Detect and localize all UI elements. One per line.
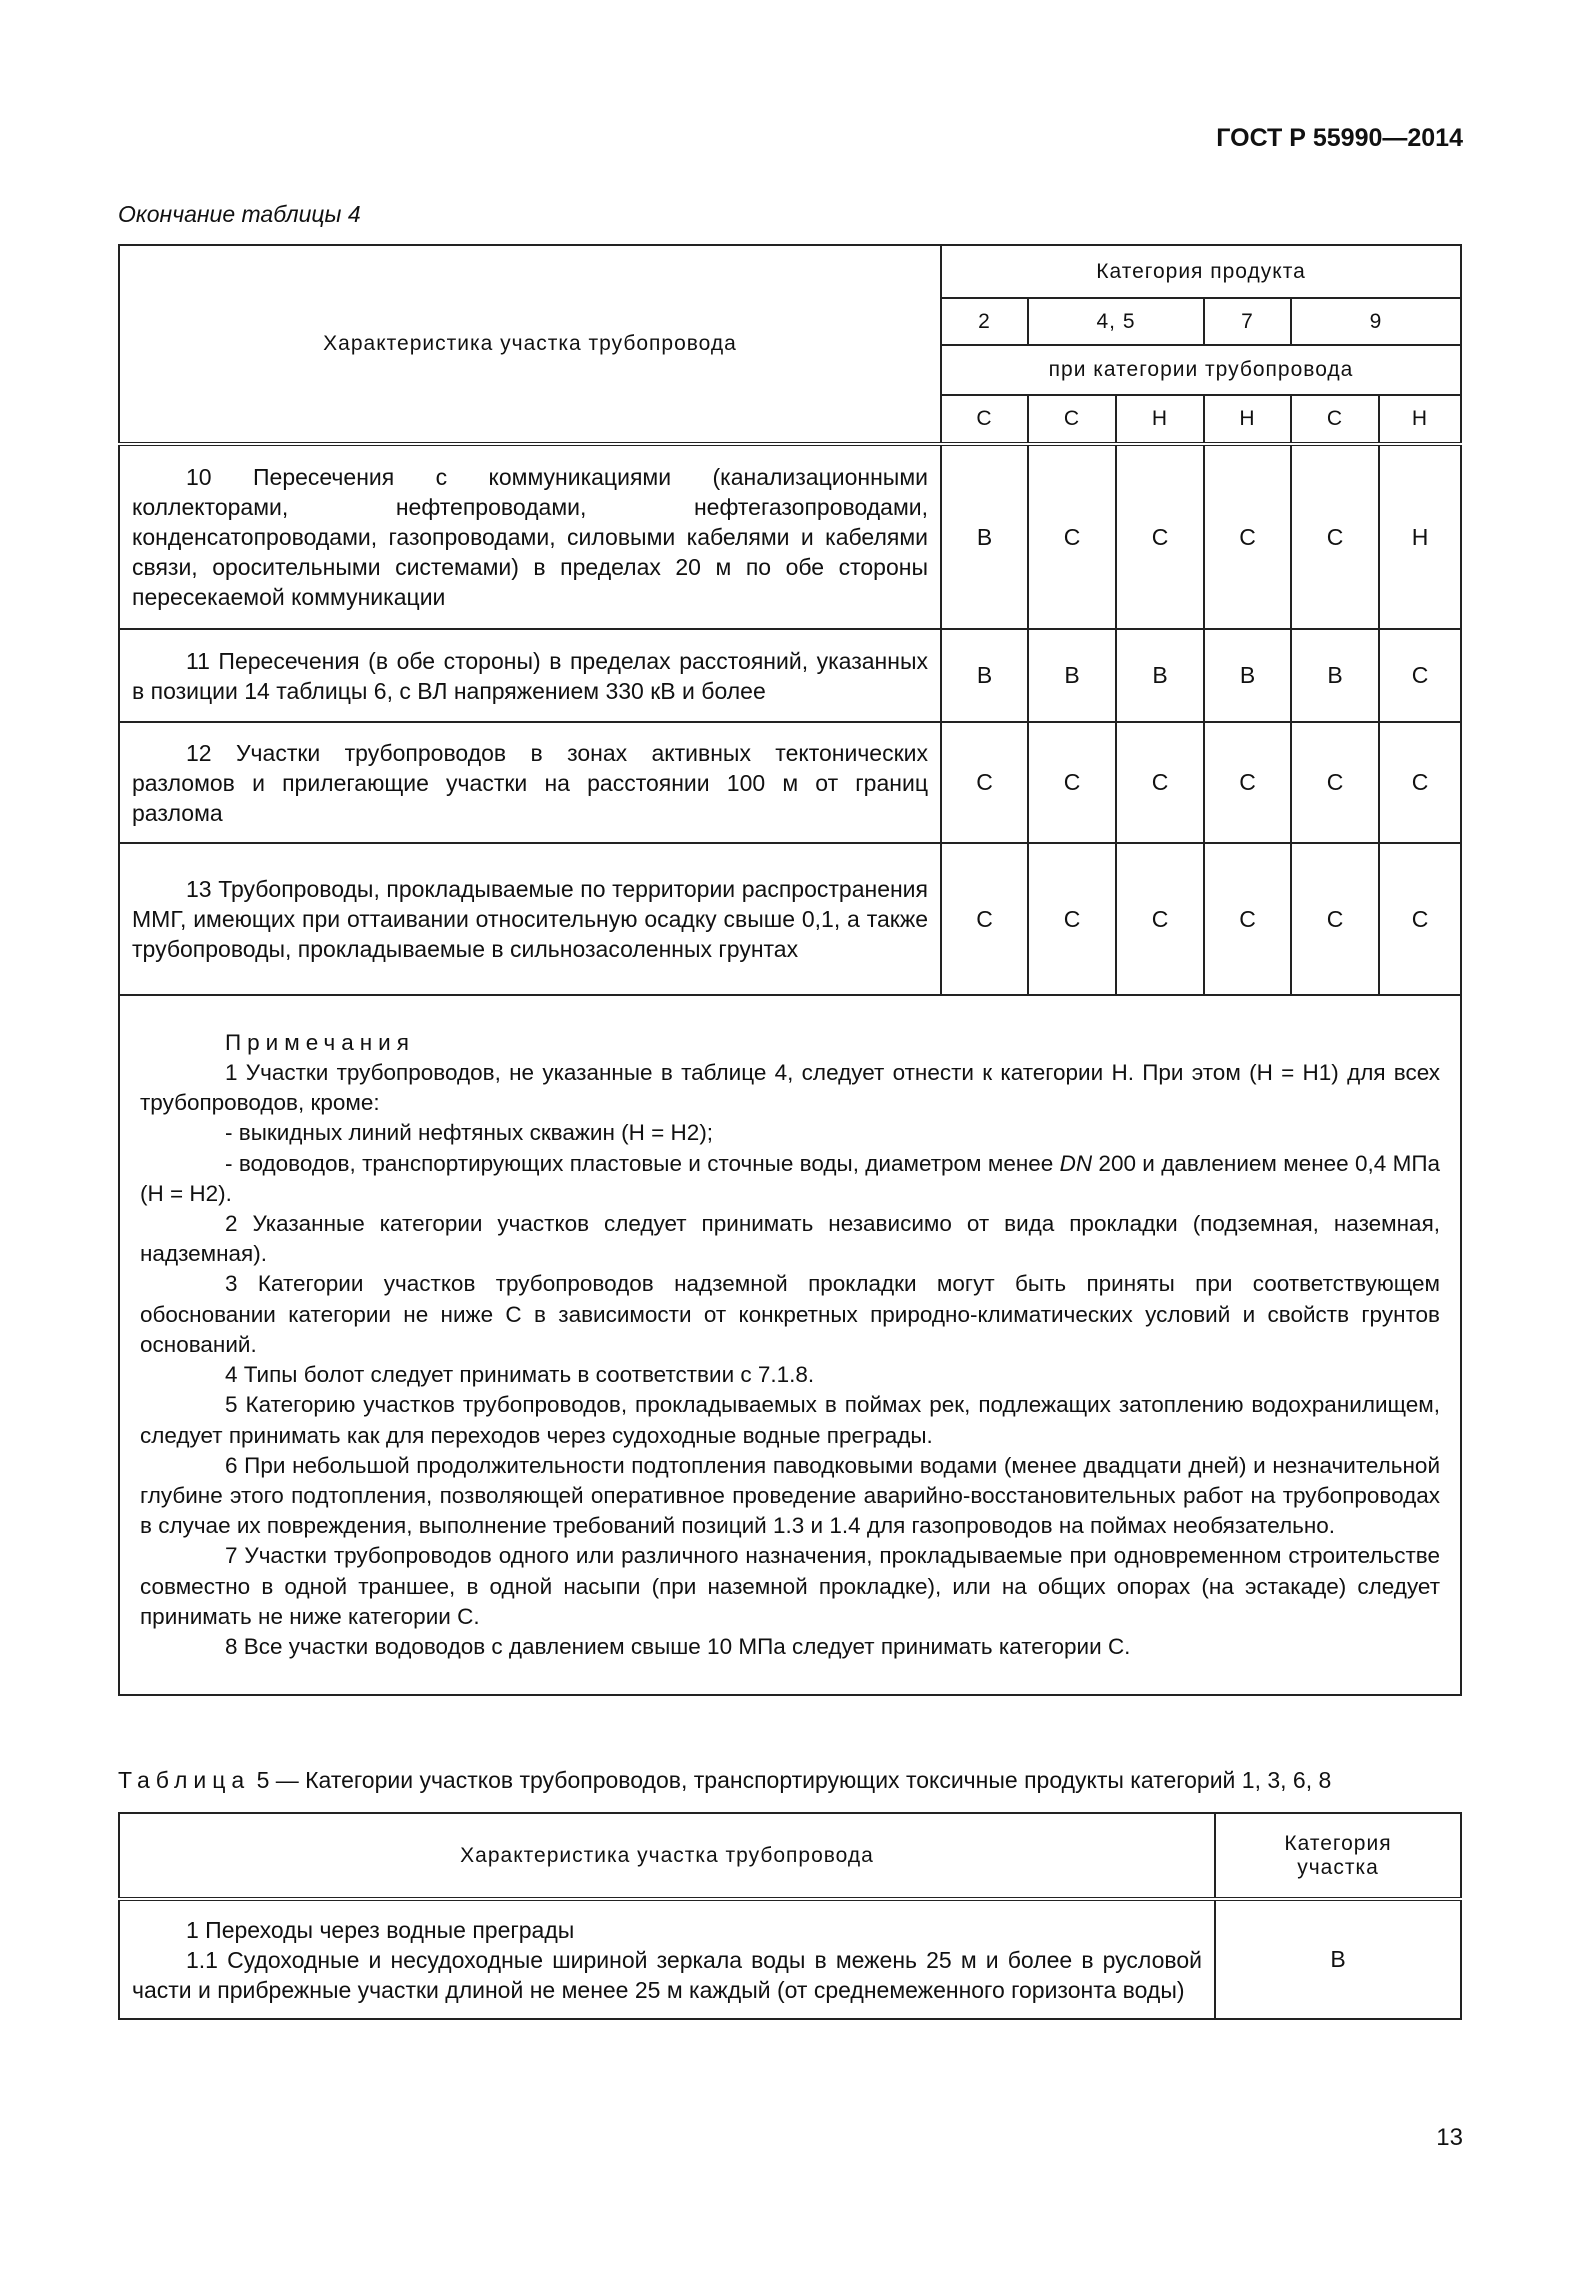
row-description: 12 Участки трубопроводов в зонах активных тектонических разломов и прилегающие участки на расстоянии 100 м от границ разлома (119, 722, 941, 843)
row-description: 11 Пересечения (в обе стороны) в пределах расстояний, указанных в позиции 14 таблицы 6, с ВЛ напряжением 330 кВ и более (119, 629, 941, 722)
product-category-7: 7 (1204, 298, 1291, 345)
table-4-continuation-caption: Окончание таблицы 4 (118, 201, 361, 227)
row-value: С (1204, 722, 1291, 843)
table-5-caption: Таблица 5 — Категории участков трубопроводов, транспортирующих токсичные продукты категорий 1, 3, 6, 8 (118, 1767, 1332, 1793)
document-code: ГОСТ Р 55990—2014 (1216, 124, 1463, 152)
pipeline-category-cell: С (1291, 395, 1379, 444)
row-value: В (1028, 629, 1116, 722)
table-row (119, 1899, 1461, 2019)
row-value: С (1379, 629, 1461, 722)
header-product-category: Категория продукта (941, 245, 1461, 298)
note-1b: - водоводов, транспортирующих пластовые и сточные воды, диаметром менее DN 200 и давлением менее 0,4 МПа (Н = Н2). (140, 1150, 1441, 1206)
note-1: 1 Участки трубопроводов, не указанные в таблице 4, следует отнести к категории Н. При этом (Н = Н1) для всех трубопроводов, кроме: (140, 1060, 1441, 1116)
t5-header-characteristic: Характеристика участка трубопровода (119, 1813, 1215, 1899)
note-7: 7 Участки трубопроводов одного или различного назначения, прокладываемые при одновременном строительстве совместно в одной траншее, в одной насыпи (при наземной прокладке), или на общих опорах (на эстакаде) следует принимать не ниже категории С. (140, 1543, 1441, 1629)
note-6: 6 При небольшой продолжительности подтопления паводковыми водами (менее двадцати дней) и незначительной глубине этого подтопления, позволяющей оперативное проведение аварийно-восстановительных работ на трубопроводах в случае их повреждения, выполнение требований позиций 1.3 и 1.4 для газопроводов на поймах необязательно. (140, 1452, 1441, 1539)
note-8: 8 Все участки водоводов с давлением свыше 10 МПа следует принимать категории С. (225, 1633, 1131, 1659)
row-value: В (1291, 629, 1379, 722)
table-row (119, 629, 1461, 722)
row-value: С (1028, 722, 1116, 843)
row-description: 13 Трубопроводы, прокладываемые по территории распространения ММГ, имеющих при оттаивании относительную осадку свыше 0,1, а также трубопроводы, прокладываемые в сильнозасоленных грунтах (119, 843, 941, 995)
row-value: С (1291, 444, 1379, 629)
page-number: 13 (1436, 2124, 1463, 2151)
notes-title: Примечания (225, 1029, 415, 1055)
notes-block (119, 995, 1461, 1695)
row-value: В (941, 444, 1028, 629)
row-description: 1 Переходы через водные преграды 1.1 Судоходные и несудоходные шириной зеркала воды в межень 25 м и более в русловой части и прибрежные участки длиной не менее 25 м каждый (от среднемеженного горизонта воды) (119, 1899, 1215, 2019)
row-value: С (1116, 444, 1204, 629)
row-value: С (941, 843, 1028, 995)
note-3: 3 Категории участков трубопроводов надземной прокладки могут быть приняты при соответствующем обосновании категории не ниже С в зависимости от конкретных природно-климатических условий и свойств грунтов оснований. (140, 1271, 1441, 1357)
pipeline-category-cell: С (941, 395, 1028, 444)
table-4 (118, 244, 1462, 1696)
note-1a: - выкидных линий нефтяных скважин (Н = Н2); (225, 1120, 714, 1146)
row-value: С (1204, 444, 1291, 629)
note-5: 5 Категорию участков трубопроводов, прокладываемых в поймах рек, подлежащих затоплению водохранилищем, следует принимать как для переходов через судоходные водные преграды. (140, 1392, 1441, 1448)
row-value: В (1204, 629, 1291, 722)
note-4: 4 Типы болот следует принимать в соответствии с 7.1.8. (225, 1362, 815, 1388)
product-category-4-5: 4, 5 (1028, 298, 1204, 345)
row-value: С (1291, 843, 1379, 995)
pipeline-category-cell: С (1028, 395, 1116, 444)
product-category-2: 2 (941, 298, 1028, 345)
row-value: С (1116, 722, 1204, 843)
pipeline-category-cell: Н (1116, 395, 1204, 444)
row-value: С (1379, 843, 1461, 995)
row-value: В (941, 629, 1028, 722)
header-characteristic: Характеристика участка трубопровода (119, 245, 941, 444)
row-value: С (1291, 722, 1379, 843)
row-value: С (1204, 843, 1291, 995)
pipeline-category-cell: Н (1204, 395, 1291, 444)
row-value: Н (1379, 444, 1461, 629)
row-value: В (1215, 1899, 1461, 2019)
table-5 (118, 1812, 1462, 2020)
row-value: В (1116, 629, 1204, 722)
row-value: С (1379, 722, 1461, 843)
table-row (119, 722, 1461, 843)
row-value: С (1028, 444, 1116, 629)
row-description: 10 Пересечения с коммуникациями (канализационными коллекторами, нефтепроводами, нефтегазопроводами, конденсатопроводами, газопроводами, силовыми кабелями и кабелями связи, оросительными системами) в пределах 20 м по обе стороны пересекаемой коммуникации (119, 444, 941, 629)
header-pipeline-category: при категории трубопровода (941, 345, 1461, 395)
product-category-9: 9 (1291, 298, 1461, 345)
note-2: 2 Указанные категории участков следует принимать независимо от вида прокладки (подземная, наземная, надземная). (140, 1211, 1441, 1267)
row-value: С (1116, 843, 1204, 995)
row-value: С (1028, 843, 1116, 995)
row-value: С (941, 722, 1028, 843)
t5-header-category: Категория участка (1215, 1813, 1461, 1899)
table-row (119, 444, 1461, 629)
pipeline-category-cell: Н (1379, 395, 1461, 444)
table-row (119, 843, 1461, 995)
